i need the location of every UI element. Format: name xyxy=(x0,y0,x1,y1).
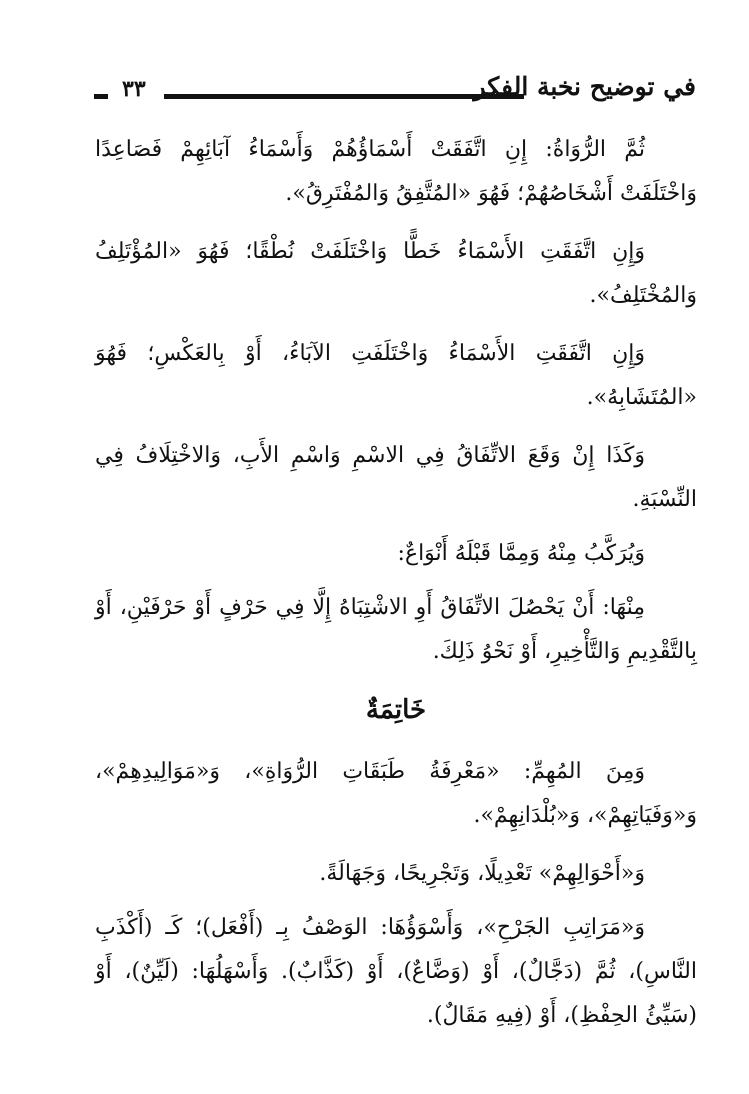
paragraph-minha: مِنْهَا: أَنْ يَحْصُلَ الاتِّفَاقُ أَوِ الاشْتِبَاهُ إِلَّا فِي حَرْفٍ أَوْ حَرْفَيْنِ، أَوْ بِالتَّقْدِيمِ وَالتَّأْخِيرِ، أَوْ نَحْوُ ذَلِكَ. xyxy=(95,595,697,664)
paragraph-tabaqat: وَمِنَ المُهِمِّ: «مَعْرِفَةُ طَبَقَاتِ الرُّوَاةِ»، وَ«مَوَالِيدِهِمْ»، وَ«وَفَيَاتِهِمْ»، وَ«بُلْدَانِهِمْ». xyxy=(95,759,697,828)
paragraph-anwa: وَيُرَكَّبُ مِنْهُ وَمِمَّا قَبْلَهُ أَنْوَاعٌ: xyxy=(397,541,645,566)
page-number: ٣٣ xyxy=(122,76,146,102)
section-heading: خَاتِمَةٌ xyxy=(365,695,427,725)
paragraph-mutashabih: وَإِنِ اتَّفَقَتِ الأَسْمَاءُ وَاخْتَلَفَتِ الآبَاءُ، أَوْ بِالعَكْسِ؛ فَهُوَ «المُتَشَابِهُ». xyxy=(95,341,697,410)
page-header xyxy=(92,72,698,116)
paragraph-ahwal: وَ«أَحْوَالِهِمْ» تَعْدِيلًا، وَتَجْرِيحًا، وَجَهَالَةً. xyxy=(319,861,645,886)
paragraph-muttafiq: ثُمَّ الرُّوَاةُ: إِنِ اتَّفَقَتْ أَسْمَاؤُهُمْ وَأَسْمَاءُ آبَائِهِمْ فَصَاعِدًا وَاخْتَلَفَتْ أَشْخَاصُهُمْ؛ فَهُوَ «المُتَّفِقُ وَالمُفْتَرِقُ». xyxy=(95,137,697,206)
header-rule xyxy=(164,94,524,99)
paragraph-mutalif: وَإِنِ اتَّفَقَتِ الأَسْمَاءُ خَطًّا وَاخْتَلَفَتْ نُطْقًا؛ فَهُوَ «المُؤْتَلِفُ وَالمُخْتَلِفُ». xyxy=(95,239,697,308)
page-body xyxy=(95,128,697,1052)
header-dash xyxy=(94,94,108,99)
running-title: في توضيح نخبة الفكر xyxy=(473,72,696,101)
paragraph-nisba: وَكَذَا إِنْ وَقَعَ الاتِّفَاقُ فِي الاسْمِ وَاسْمِ الأَبِ، وَالاخْتِلَافُ فِي النِّسْبَةِ. xyxy=(95,443,697,512)
paragraph-jarh: وَ«مَرَاتِبِ الجَرْحِ»، وَأَسْوَؤُهَا: الوَصْفُ بِـ (أَفْعَل)؛ كَـ (أَكْذَبِ النَّاسِ)، ثُمَّ (دَجَّالٌ)، أَوْ (وَضَّاعٌ)، أَوْ (كَذَّابٌ). وَأَسْهَلُهَا: (لَيِّنٌ)، أَوْ (سَيِّئُ الحِفْظِ)، أَوْ (فِيهِ مَقَالٌ). xyxy=(95,915,697,1028)
